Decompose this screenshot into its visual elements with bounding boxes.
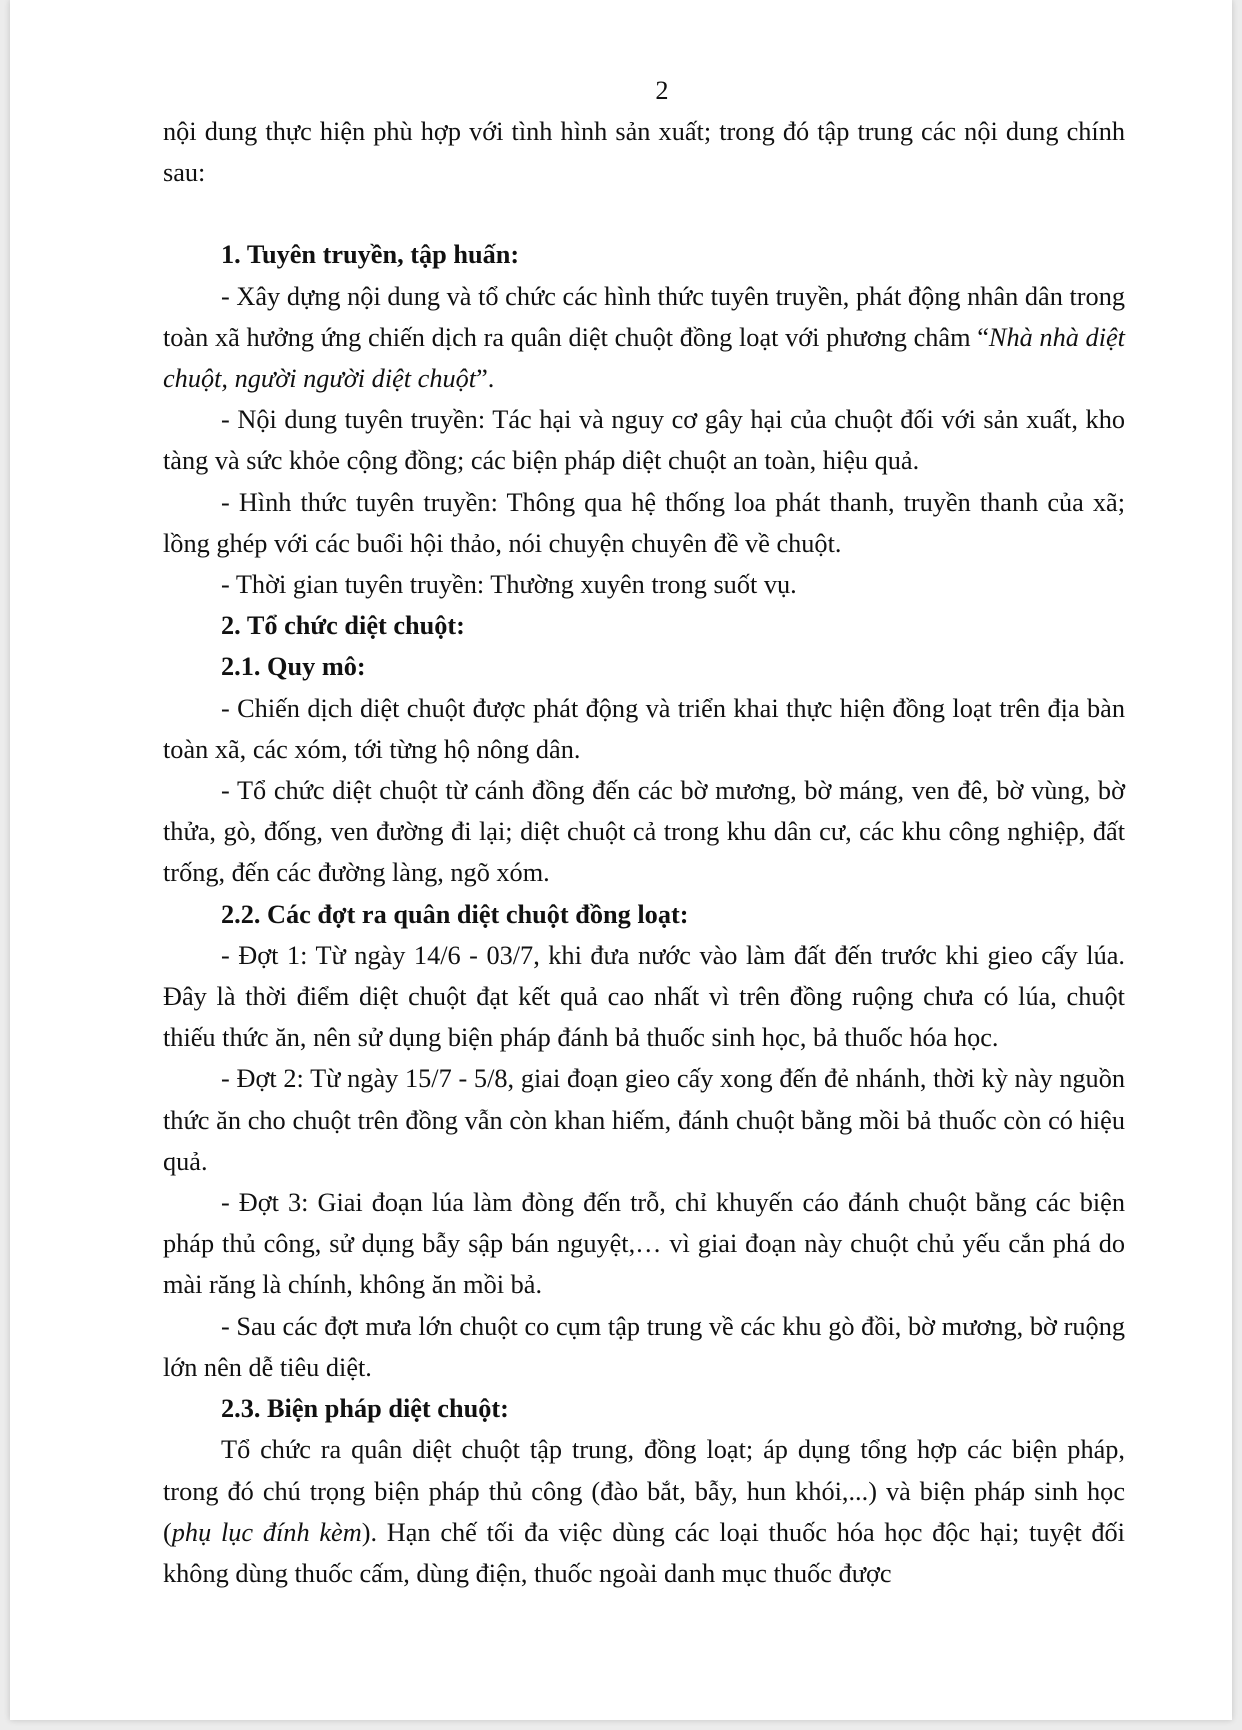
section-1-heading: 1. Tuyên truyền, tập huấn: xyxy=(221,240,520,270)
section-2-2-heading: 2.2. Các đợt ra quân diệt chuột đồng loạt: xyxy=(221,899,689,929)
document-page xyxy=(10,0,1232,1720)
appendix-reference: phụ lục đính kèm xyxy=(171,1517,362,1547)
section-1-paragraph-1-end: ”. xyxy=(476,364,495,394)
page-content xyxy=(163,70,1125,1594)
section-1-paragraph-1-text: - Xây dựng nội dung và tổ chức các hình thức tuyên truyền, phát động nhân dân trong toàn xã hưởng ứng chiến dịch ra quân diệt chuột đồng loạt với phương châm “ xyxy=(163,281,1125,352)
section-1-paragraph-4: - Thời gian tuyên truyền: Thường xuyên trong suốt vụ. xyxy=(221,570,797,600)
section-2-2-paragraph-1: - Đợt 1: Từ ngày 14/6 - 03/7, khi đưa nước vào làm đất đến trước khi gieo cấy lúa. Đây là thời điểm diệt chuột đạt kết quả cao nhất vì trên đồng ruộng chưa có lúa, chuột thiếu thức ăn, nên sử dụng biện pháp đánh bả thuốc sinh học, bả thuốc hóa học. xyxy=(163,940,1125,1053)
section-2-3-paragraph-1-text: Tổ chức ra quân diệt chuột tập trung, đồng loạt; áp dụng tổng hợp các biện pháp, trong đó chú trọng biện pháp thủ công (đào bắt, bẫy, hun khói,...) và biện pháp sinh học ( xyxy=(163,1435,1125,1547)
section-1-paragraph-3: - Hình thức tuyên truyền: Thông qua hệ thống loa phát thanh, truyền thanh của xã; lồng ghép với các buổi hội thảo, nói chuyện chuyên đề về chuột. xyxy=(163,487,1125,558)
section-2-2-paragraph-2: - Đợt 2: Từ ngày 15/7 - 5/8, giai đoạn gieo cấy xong đến đẻ nhánh, thời kỳ này nguồn thức ăn cho chuột trên đồng vẫn còn khan hiếm, đánh chuột bằng mồi bả thuốc còn có hiệu quả. xyxy=(163,1064,1125,1176)
section-2-1-paragraph-1: - Chiến dịch diệt chuột được phát động và triển khai thực hiện đồng loạt trên địa bàn toàn xã, các xóm, tới từng hộ nông dân. xyxy=(163,693,1125,764)
section-2-3-paragraph-1-end: ). Hạn chế tối đa việc dùng các loại thuốc hóa học độc hại; tuyệt đối không dùng thuốc cấm, dùng điện, thuốc ngoài danh mục thuốc được xyxy=(163,1517,1125,1588)
section-2-3-paragraph-1 xyxy=(163,1429,1125,1594)
section-2-heading: 2. Tổ chức diệt chuột: xyxy=(221,611,465,641)
section-2-2-paragraph-3: - Đợt 3: Giai đoạn lúa làm đòng đến trỗ, chỉ khuyến cáo đánh chuột bằng các biện pháp thủ công, sử dụng bẫy sập bán nguyệt,… vì giai đoạn này chuột chủ yếu cắn phá do mài răng là chính, không ăn mồi bả. xyxy=(163,1188,1125,1300)
intro-paragraph: nội dung thực hiện phù hợp với tình hình sản xuất; trong đó tập trung các nội dung chính sau: xyxy=(163,117,1125,188)
section-2-1-heading: 2.1. Quy mô: xyxy=(221,652,366,682)
section-2-2-paragraph-4: - Sau các đợt mưa lớn chuột co cụm tập trung về các khu gò đồi, bờ mương, bờ ruộng lớn nên dễ tiêu diệt. xyxy=(163,1311,1125,1382)
section-1-paragraph-1 xyxy=(163,276,1125,400)
page-number: 2 xyxy=(655,76,669,105)
motto-text: Nhà nhà diệt chuột, người người diệt chuột xyxy=(163,322,1125,394)
section-2-3-heading: 2.3. Biện pháp diệt chuột: xyxy=(221,1394,509,1424)
section-1-paragraph-2: - Nội dung tuyên truyền: Tác hại và nguy cơ gây hại của chuột đối với sản xuất, kho tàng và sức khỏe cộng đồng; các biện pháp diệt chuột an toàn, hiệu quả. xyxy=(163,405,1125,476)
section-2-1-paragraph-2: - Tổ chức diệt chuột từ cánh đồng đến các bờ mương, bờ máng, ven đê, bờ vùng, bờ thửa, gò, đống, ven đường đi lại; diệt chuột cả trong khu dân cư, các khu công nghiệp, đất trống, đến các đường làng, ngõ xóm. xyxy=(163,776,1125,888)
